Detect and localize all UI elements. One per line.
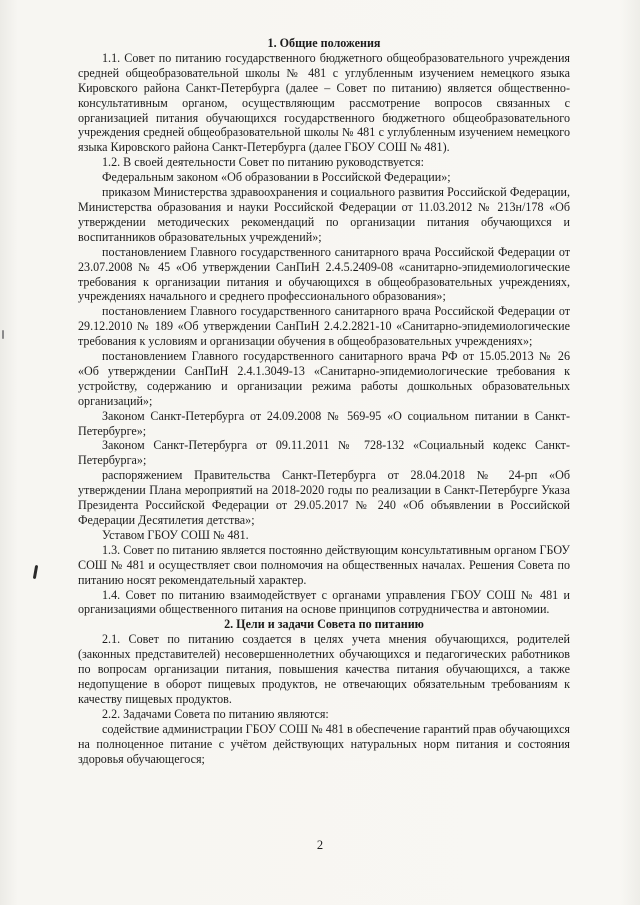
section-heading: 2. Цели и задачи Совета по питанию <box>224 617 424 632</box>
paragraph: приказом Министерства здравоохранения и социального развития Российской Федерации, Министерства образования и науки Российской Федерации от 11.03.2012 № 213н/178 «Об утверждении методических рекомендаций по организации питания обучающихся и воспитанников образовательных учреждений»; <box>78 185 570 244</box>
paragraph: Уставом ГБОУ СОШ № 481. <box>102 527 249 542</box>
paragraph: постановлением Главного государственного санитарного врача РФ от 15.05.2013 № 26 «Об утверждении СанПиН 2.4.1.3049-13 «Санитарно-эпидемиологические требования к устройству, содержанию и организации режима работы дошкольных образовательных организаций»; <box>78 349 570 408</box>
page-number: 2 <box>316 838 324 852</box>
paragraph: 2.1. Совет по питанию создается в целях учета мнения обучающихся, родителей (законных представителей) несовершеннолетних обучающихся и педагогических работников по вопросам организации питания, повышения качества питания обучающихся, а также недопущение в оборот пищевых продуктов, не отвечающих обязательным требованиям к качеству пищевых продуктов. <box>78 632 570 706</box>
paragraph: Федеральным законом «Об образовании в Российской Федерации»; <box>102 170 451 185</box>
paragraph: 1.4. Совет по питанию взаимодействует с органами управления ГБОУ СОШ № 481 и организациями общественного питания на основе принципов сотрудничества и автономии. <box>78 587 570 617</box>
paragraph: содействие администрации ГБОУ СОШ № 481 в обеспечение гарантий прав обучающихся на полноценное питание с учётом действующих натуральных норм питания и состояния здоровья обучающегося; <box>78 721 570 766</box>
paragraph: распоряжением Правительства Санкт-Петербурга от 28.04.2018 № 24-рп «Об утверждении Плана мероприятий на 2018-2020 годы по реализации в Санкт-Петербурге Указа Президента Российской Федерации от 29.05.2017 № 240 «Об объявлении в Российской Федерации Десятилетия детства»; <box>78 468 570 527</box>
paragraph: 1.1. Совет по питанию государственного бюджетного общеобразовательного учреждения средней общеобразовательной школы № 481 с углубленным изучением немецкого языка Кировского района Санкт-Петербурга (далее – Совет по питанию) является общественно-консультативным органом, осуществляющим рассмотрение вопросов связанных с организацией питания обучающихся государственного бюджетного общеобразовательного учреждения средней общеобразовательной школы № 481 с углубленным изучением немецкого языка Кировского района Санкт-Петербурга (далее ГБОУ СОШ № 481). <box>78 50 570 155</box>
paragraph: 1.2. В своей деятельности Совет по питанию руководствуется: <box>102 155 424 170</box>
section-heading: 1. Общие положения <box>267 36 381 50</box>
document-body <box>78 36 570 766</box>
paragraph: 2.2. Задачами Совета по питанию являются: <box>102 706 329 721</box>
paragraph: постановлением Главного государственного санитарного врача Российской Федерации от 29.12.2010 № 189 «Об утверждении СанПиН 2.4.2.2821-10 «Санитарно-эпидемиологические требования к условиям и организации обучения в общеобразовательных учреждениях»; <box>78 304 570 349</box>
paragraph: постановлением Главного государственного санитарного врача Российской Федерации от 23.07.2008 № 45 «Об утверждении СанПиН 2.4.5.2409-08 «санитарно-эпидемиологические требования к организации питания и обучающихся в общеобразовательных учреждениях, учреждениях начального и среднего профессионального образования»; <box>78 244 570 304</box>
scan-mark <box>33 565 38 579</box>
paragraph: Законом Санкт-Петербурга от 09.11.2011 № 728-132 «Социальный кодекс Санкт-Петербурга»; <box>78 438 570 468</box>
paragraph: 1.3. Совет по питанию является постоянно действующим консультативным органом ГБОУ СОШ № 481 и осуществляет свои полномочия на общественных началах. Решения Совета по питанию носят рекомендательный характер. <box>78 542 570 587</box>
scan-mark <box>2 330 4 339</box>
paragraph: Законом Санкт-Петербурга от 24.09.2008 № 569-95 «О социальном питании в Санкт-Петербурге»; <box>78 408 570 438</box>
